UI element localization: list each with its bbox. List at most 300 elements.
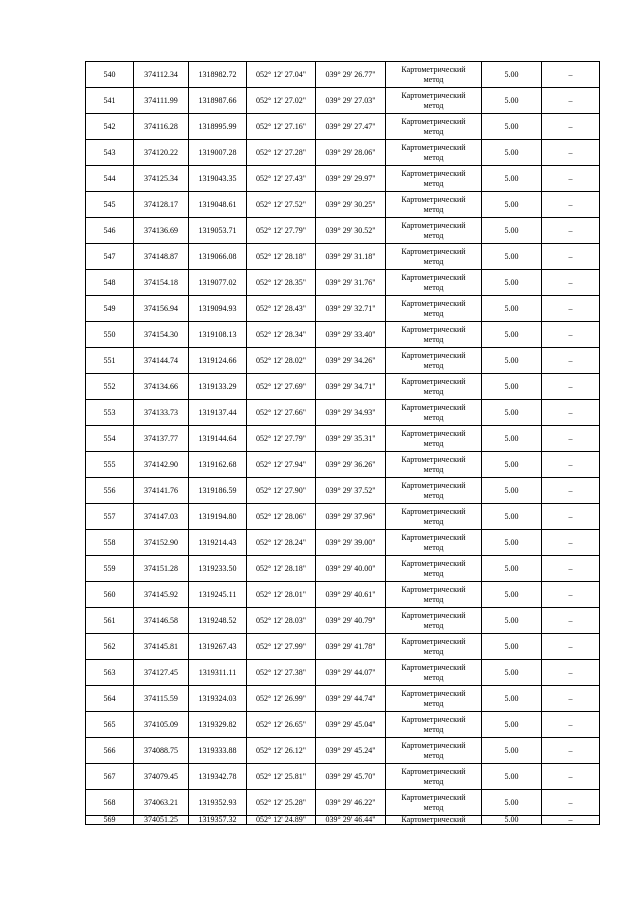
point-number-cell: 558 — [86, 530, 134, 556]
precision-cell: 5.00 — [482, 400, 542, 426]
method-line2: метод — [423, 386, 444, 396]
description-cell: – — [542, 478, 600, 504]
method-cell — [386, 88, 482, 114]
point-number-cell: 569 — [86, 816, 134, 825]
table-row — [86, 270, 600, 296]
latitude-cell: 052° 12' 27.28" — [247, 140, 316, 166]
point-number-cell: 561 — [86, 608, 134, 634]
y-coordinate-cell: 1319094.93 — [189, 296, 247, 322]
precision-cell: 5.00 — [482, 270, 542, 296]
method-line1: Картометрический — [401, 64, 466, 74]
latitude-cell: 052° 12' 28.34" — [247, 322, 316, 348]
longitude-cell: 039° 29' 40.79" — [316, 608, 386, 634]
method-line1: Картометрический — [401, 454, 466, 464]
precision-cell: 5.00 — [482, 816, 542, 825]
description-cell: – — [542, 218, 600, 244]
description-cell: – — [542, 660, 600, 686]
method-line1: Картометрический — [401, 272, 466, 282]
y-coordinate-cell: 1319133.29 — [189, 374, 247, 400]
point-number-cell: 545 — [86, 192, 134, 218]
table-row — [86, 686, 600, 712]
x-coordinate-cell: 374105.09 — [134, 712, 189, 738]
longitude-cell: 039° 29' 32.71" — [316, 296, 386, 322]
description-cell: – — [542, 530, 600, 556]
longitude-cell: 039° 29' 37.96" — [316, 504, 386, 530]
y-coordinate-cell: 1318995.99 — [189, 114, 247, 140]
precision-cell: 5.00 — [482, 244, 542, 270]
latitude-cell: 052° 12' 27.43" — [247, 166, 316, 192]
point-number-cell: 546 — [86, 218, 134, 244]
method-cell — [386, 114, 482, 140]
method-cell — [386, 166, 482, 192]
point-number-cell: 555 — [86, 452, 134, 478]
method-line2: метод — [423, 568, 444, 578]
y-coordinate-cell: 1319186.59 — [189, 478, 247, 504]
table-row — [86, 530, 600, 556]
longitude-cell: 039° 29' 31.76" — [316, 270, 386, 296]
precision-cell: 5.00 — [482, 764, 542, 790]
longitude-cell: 039° 29' 35.31" — [316, 426, 386, 452]
longitude-cell: 039° 29' 39.00" — [316, 530, 386, 556]
method-cell — [386, 426, 482, 452]
table-row — [86, 322, 600, 348]
method-cell — [386, 634, 482, 660]
latitude-cell: 052° 12' 26.12" — [247, 738, 316, 764]
x-coordinate-cell: 374141.76 — [134, 478, 189, 504]
table-row — [86, 218, 600, 244]
method-cell — [386, 608, 482, 634]
latitude-cell: 052° 12' 25.81" — [247, 764, 316, 790]
latitude-cell: 052° 12' 25.28" — [247, 790, 316, 816]
y-coordinate-cell: 1319043.35 — [189, 166, 247, 192]
latitude-cell: 052° 12' 27.16" — [247, 114, 316, 140]
x-coordinate-cell: 374111.99 — [134, 88, 189, 114]
table-row — [86, 88, 600, 114]
table-body — [86, 62, 600, 825]
longitude-cell: 039° 29' 37.52" — [316, 478, 386, 504]
table-row — [86, 296, 600, 322]
method-line1: Картометрический — [401, 246, 466, 256]
longitude-cell: 039° 29' 46.44" — [316, 816, 386, 825]
x-coordinate-cell: 374147.03 — [134, 504, 189, 530]
description-cell: – — [542, 114, 600, 140]
latitude-cell: 052° 12' 28.03" — [247, 608, 316, 634]
y-coordinate-cell: 1319137.44 — [189, 400, 247, 426]
table-row — [86, 192, 600, 218]
table-row — [86, 348, 600, 374]
method-line2: метод — [423, 542, 444, 552]
description-cell: – — [542, 686, 600, 712]
table-row — [86, 816, 600, 825]
precision-cell: 5.00 — [482, 634, 542, 660]
method-cell — [386, 556, 482, 582]
method-line1: Картометрический — [401, 662, 466, 672]
latitude-cell: 052° 12' 27.79" — [247, 218, 316, 244]
method-line1: Картометрический — [401, 350, 466, 360]
latitude-cell: 052° 12' 28.18" — [247, 556, 316, 582]
x-coordinate-cell: 374115.59 — [134, 686, 189, 712]
longitude-cell: 039° 29' 27.03" — [316, 88, 386, 114]
precision-cell: 5.00 — [482, 608, 542, 634]
x-coordinate-cell: 374133.73 — [134, 400, 189, 426]
x-coordinate-cell: 374136.69 — [134, 218, 189, 244]
method-line1: Картометрический — [401, 714, 466, 724]
description-cell: – — [542, 738, 600, 764]
point-number-cell: 564 — [86, 686, 134, 712]
x-coordinate-cell: 374145.92 — [134, 582, 189, 608]
method-line1: Картометрический — [401, 428, 466, 438]
description-cell: – — [542, 582, 600, 608]
precision-cell: 5.00 — [482, 88, 542, 114]
method-line1: Картометрический — [401, 194, 466, 204]
x-coordinate-cell: 374146.58 — [134, 608, 189, 634]
description-cell: – — [542, 296, 600, 322]
point-number-cell: 560 — [86, 582, 134, 608]
precision-cell: 5.00 — [482, 790, 542, 816]
method-cell — [386, 452, 482, 478]
method-line2: метод — [423, 126, 444, 136]
longitude-cell: 039° 29' 31.18" — [316, 244, 386, 270]
table-row — [86, 400, 600, 426]
method-line1: Картометрический — [401, 376, 466, 386]
point-number-cell: 553 — [86, 400, 134, 426]
table-row — [86, 374, 600, 400]
method-line2: метод — [423, 412, 444, 422]
y-coordinate-cell: 1319357.32 — [189, 816, 247, 825]
y-coordinate-cell: 1319333.88 — [189, 738, 247, 764]
table-row — [86, 582, 600, 608]
method-line2: метод — [423, 646, 444, 656]
y-coordinate-cell: 1319233.50 — [189, 556, 247, 582]
longitude-cell: 039° 29' 41.78" — [316, 634, 386, 660]
method-line2: метод — [423, 438, 444, 448]
description-cell: – — [542, 348, 600, 374]
table-row — [86, 244, 600, 270]
method-line2: метод — [423, 750, 444, 760]
y-coordinate-cell: 1319007.28 — [189, 140, 247, 166]
description-cell: – — [542, 816, 600, 825]
method-line1: Картометрический — [401, 116, 466, 126]
longitude-cell: 039° 29' 29.97" — [316, 166, 386, 192]
point-number-cell: 556 — [86, 478, 134, 504]
x-coordinate-cell: 374079.45 — [134, 764, 189, 790]
latitude-cell: 052° 12' 27.94" — [247, 452, 316, 478]
latitude-cell: 052° 12' 27.02" — [247, 88, 316, 114]
description-cell: – — [542, 712, 600, 738]
longitude-cell: 039° 29' 44.74" — [316, 686, 386, 712]
latitude-cell: 052° 12' 27.99" — [247, 634, 316, 660]
longitude-cell: 039° 29' 33.40" — [316, 322, 386, 348]
table-row — [86, 608, 600, 634]
y-coordinate-cell: 1319077.02 — [189, 270, 247, 296]
x-coordinate-cell: 374116.28 — [134, 114, 189, 140]
description-cell: – — [542, 556, 600, 582]
point-number-cell: 544 — [86, 166, 134, 192]
precision-cell: 5.00 — [482, 140, 542, 166]
method-cell — [386, 374, 482, 400]
x-coordinate-cell: 374154.30 — [134, 322, 189, 348]
longitude-cell: 039° 29' 36.26" — [316, 452, 386, 478]
point-number-cell: 551 — [86, 348, 134, 374]
method-line1: Картометрический — [401, 688, 466, 698]
longitude-cell: 039° 29' 28.06" — [316, 140, 386, 166]
method-cell — [386, 582, 482, 608]
method-line1: Картометрический — [401, 220, 466, 230]
table-row — [86, 634, 600, 660]
method-cell — [386, 790, 482, 816]
latitude-cell: 052° 12' 27.52" — [247, 192, 316, 218]
method-line2: метод — [423, 230, 444, 240]
y-coordinate-cell: 1319214.43 — [189, 530, 247, 556]
point-number-cell: 554 — [86, 426, 134, 452]
description-cell: – — [542, 504, 600, 530]
method-line1: Картометрический — [401, 168, 466, 178]
y-coordinate-cell: 1319324.03 — [189, 686, 247, 712]
point-number-cell: 559 — [86, 556, 134, 582]
description-cell: – — [542, 400, 600, 426]
x-coordinate-cell: 374120.22 — [134, 140, 189, 166]
point-number-cell: 549 — [86, 296, 134, 322]
method-line1: Картометрический — [401, 815, 466, 824]
method-line2: метод — [423, 516, 444, 526]
method-line1: Картометрический — [401, 402, 466, 412]
y-coordinate-cell: 1319108.13 — [189, 322, 247, 348]
method-line2: метод — [423, 594, 444, 604]
method-cell — [386, 816, 482, 825]
method-line2: метод — [423, 620, 444, 630]
x-coordinate-cell: 374134.66 — [134, 374, 189, 400]
coordinates-table — [85, 61, 600, 825]
y-coordinate-cell: 1319248.52 — [189, 608, 247, 634]
method-line2: метод — [423, 802, 444, 812]
description-cell: – — [542, 790, 600, 816]
method-cell — [386, 764, 482, 790]
y-coordinate-cell: 1319352.93 — [189, 790, 247, 816]
description-cell: – — [542, 634, 600, 660]
x-coordinate-cell: 374144.74 — [134, 348, 189, 374]
y-coordinate-cell: 1319329.82 — [189, 712, 247, 738]
method-line2: метод — [423, 100, 444, 110]
latitude-cell: 052° 12' 27.04" — [247, 62, 316, 88]
precision-cell: 5.00 — [482, 556, 542, 582]
method-line1: Картометрический — [401, 142, 466, 152]
latitude-cell: 052° 12' 28.35" — [247, 270, 316, 296]
y-coordinate-cell: 1319267.43 — [189, 634, 247, 660]
method-cell — [386, 140, 482, 166]
method-line1: Картометрический — [401, 298, 466, 308]
latitude-cell: 052° 12' 28.24" — [247, 530, 316, 556]
x-coordinate-cell: 374151.28 — [134, 556, 189, 582]
x-coordinate-cell: 374112.34 — [134, 62, 189, 88]
method-cell — [386, 244, 482, 270]
description-cell: – — [542, 62, 600, 88]
x-coordinate-cell: 374127.45 — [134, 660, 189, 686]
method-cell — [386, 738, 482, 764]
method-line1: Картометрический — [401, 480, 466, 490]
method-cell — [386, 686, 482, 712]
table-row — [86, 114, 600, 140]
description-cell: – — [542, 608, 600, 634]
longitude-cell: 039° 29' 40.61" — [316, 582, 386, 608]
method-line1: Картометрический — [401, 766, 466, 776]
y-coordinate-cell: 1319311.11 — [189, 660, 247, 686]
description-cell: – — [542, 426, 600, 452]
x-coordinate-cell: 374145.81 — [134, 634, 189, 660]
latitude-cell: 052° 12' 28.06" — [247, 504, 316, 530]
point-number-cell: 557 — [86, 504, 134, 530]
latitude-cell: 052° 12' 28.01" — [247, 582, 316, 608]
longitude-cell: 039° 29' 45.70" — [316, 764, 386, 790]
point-number-cell: 547 — [86, 244, 134, 270]
description-cell: – — [542, 192, 600, 218]
y-coordinate-cell: 1319245.11 — [189, 582, 247, 608]
y-coordinate-cell: 1318987.66 — [189, 88, 247, 114]
method-line2: метод — [423, 178, 444, 188]
method-line1: Картометрический — [401, 610, 466, 620]
y-coordinate-cell: 1319194.80 — [189, 504, 247, 530]
method-line1: Картометрический — [401, 532, 466, 542]
method-cell — [386, 348, 482, 374]
method-line1: Картометрический — [401, 506, 466, 516]
latitude-cell: 052° 12' 24.89" — [247, 816, 316, 825]
longitude-cell: 039° 29' 45.24" — [316, 738, 386, 764]
method-line2: метод — [423, 256, 444, 266]
y-coordinate-cell: 1319124.66 — [189, 348, 247, 374]
x-coordinate-cell: 374063.21 — [134, 790, 189, 816]
longitude-cell: 039° 29' 46.22" — [316, 790, 386, 816]
longitude-cell: 039° 29' 30.52" — [316, 218, 386, 244]
y-coordinate-cell: 1319144.64 — [189, 426, 247, 452]
y-coordinate-cell: 1318982.72 — [189, 62, 247, 88]
table-row — [86, 712, 600, 738]
x-coordinate-cell: 374154.18 — [134, 270, 189, 296]
table-row — [86, 556, 600, 582]
precision-cell: 5.00 — [482, 712, 542, 738]
longitude-cell: 039° 29' 45.04" — [316, 712, 386, 738]
point-number-cell: 552 — [86, 374, 134, 400]
y-coordinate-cell: 1319162.68 — [189, 452, 247, 478]
method-line1: Картометрический — [401, 740, 466, 750]
longitude-cell: 039° 29' 27.47" — [316, 114, 386, 140]
precision-cell: 5.00 — [482, 660, 542, 686]
longitude-cell: 039° 29' 34.93" — [316, 400, 386, 426]
longitude-cell: 039° 29' 34.26" — [316, 348, 386, 374]
method-cell — [386, 530, 482, 556]
point-number-cell: 540 — [86, 62, 134, 88]
method-line1: Картометрический — [401, 636, 466, 646]
precision-cell: 5.00 — [482, 192, 542, 218]
method-line2: метод — [423, 308, 444, 318]
point-number-cell: 541 — [86, 88, 134, 114]
method-line2: метод — [423, 74, 444, 84]
latitude-cell: 052° 12' 28.43" — [247, 296, 316, 322]
point-number-cell: 543 — [86, 140, 134, 166]
method-line2: метод — [423, 464, 444, 474]
y-coordinate-cell: 1319053.71 — [189, 218, 247, 244]
method-cell — [386, 504, 482, 530]
y-coordinate-cell: 1319048.61 — [189, 192, 247, 218]
description-cell: – — [542, 764, 600, 790]
point-number-cell: 562 — [86, 634, 134, 660]
table-row — [86, 140, 600, 166]
precision-cell: 5.00 — [482, 452, 542, 478]
latitude-cell: 052° 12' 26.99" — [247, 686, 316, 712]
description-cell: – — [542, 270, 600, 296]
method-line2: метод — [423, 698, 444, 708]
precision-cell: 5.00 — [482, 114, 542, 140]
method-line2: метод — [423, 776, 444, 786]
method-line2: метод — [423, 724, 444, 734]
method-line1: Картометрический — [401, 792, 466, 802]
method-cell — [386, 218, 482, 244]
table-row — [86, 790, 600, 816]
method-cell — [386, 660, 482, 686]
x-coordinate-cell: 374051.25 — [134, 816, 189, 825]
longitude-cell: 039° 29' 26.77" — [316, 62, 386, 88]
latitude-cell: 052° 12' 27.79" — [247, 426, 316, 452]
method-line1: Картометрический — [401, 584, 466, 594]
table-row — [86, 62, 600, 88]
precision-cell: 5.00 — [482, 582, 542, 608]
latitude-cell: 052° 12' 27.38" — [247, 660, 316, 686]
point-number-cell: 542 — [86, 114, 134, 140]
x-coordinate-cell: 374137.77 — [134, 426, 189, 452]
method-cell — [386, 270, 482, 296]
method-line1: Картометрический — [401, 324, 466, 334]
x-coordinate-cell: 374088.75 — [134, 738, 189, 764]
method-line2: метод — [423, 282, 444, 292]
table-row — [86, 764, 600, 790]
method-cell — [386, 296, 482, 322]
longitude-cell: 039° 29' 40.00" — [316, 556, 386, 582]
longitude-cell: 039° 29' 44.07" — [316, 660, 386, 686]
description-cell: – — [542, 166, 600, 192]
precision-cell: 5.00 — [482, 322, 542, 348]
precision-cell: 5.00 — [482, 374, 542, 400]
precision-cell: 5.00 — [482, 738, 542, 764]
precision-cell: 5.00 — [482, 686, 542, 712]
method-line2: метод — [423, 334, 444, 344]
method-cell — [386, 478, 482, 504]
latitude-cell: 052° 12' 28.02" — [247, 348, 316, 374]
longitude-cell: 039° 29' 34.71" — [316, 374, 386, 400]
y-coordinate-cell: 1319342.78 — [189, 764, 247, 790]
latitude-cell: 052° 12' 27.66" — [247, 400, 316, 426]
description-cell: – — [542, 140, 600, 166]
x-coordinate-cell: 374156.94 — [134, 296, 189, 322]
method-cell — [386, 192, 482, 218]
y-coordinate-cell: 1319066.08 — [189, 244, 247, 270]
precision-cell: 5.00 — [482, 62, 542, 88]
point-number-cell: 548 — [86, 270, 134, 296]
x-coordinate-cell: 374142.90 — [134, 452, 189, 478]
precision-cell: 5.00 — [482, 426, 542, 452]
precision-cell: 5.00 — [482, 166, 542, 192]
table-row — [86, 426, 600, 452]
description-cell: – — [542, 452, 600, 478]
precision-cell: 5.00 — [482, 478, 542, 504]
latitude-cell: 052° 12' 27.90" — [247, 478, 316, 504]
point-number-cell: 563 — [86, 660, 134, 686]
method-cell — [386, 62, 482, 88]
point-number-cell: 565 — [86, 712, 134, 738]
description-cell: – — [542, 322, 600, 348]
method-line1: Картометрический — [401, 558, 466, 568]
precision-cell: 5.00 — [482, 530, 542, 556]
method-line2: метод — [423, 490, 444, 500]
method-line2: метод — [423, 152, 444, 162]
table-row — [86, 166, 600, 192]
